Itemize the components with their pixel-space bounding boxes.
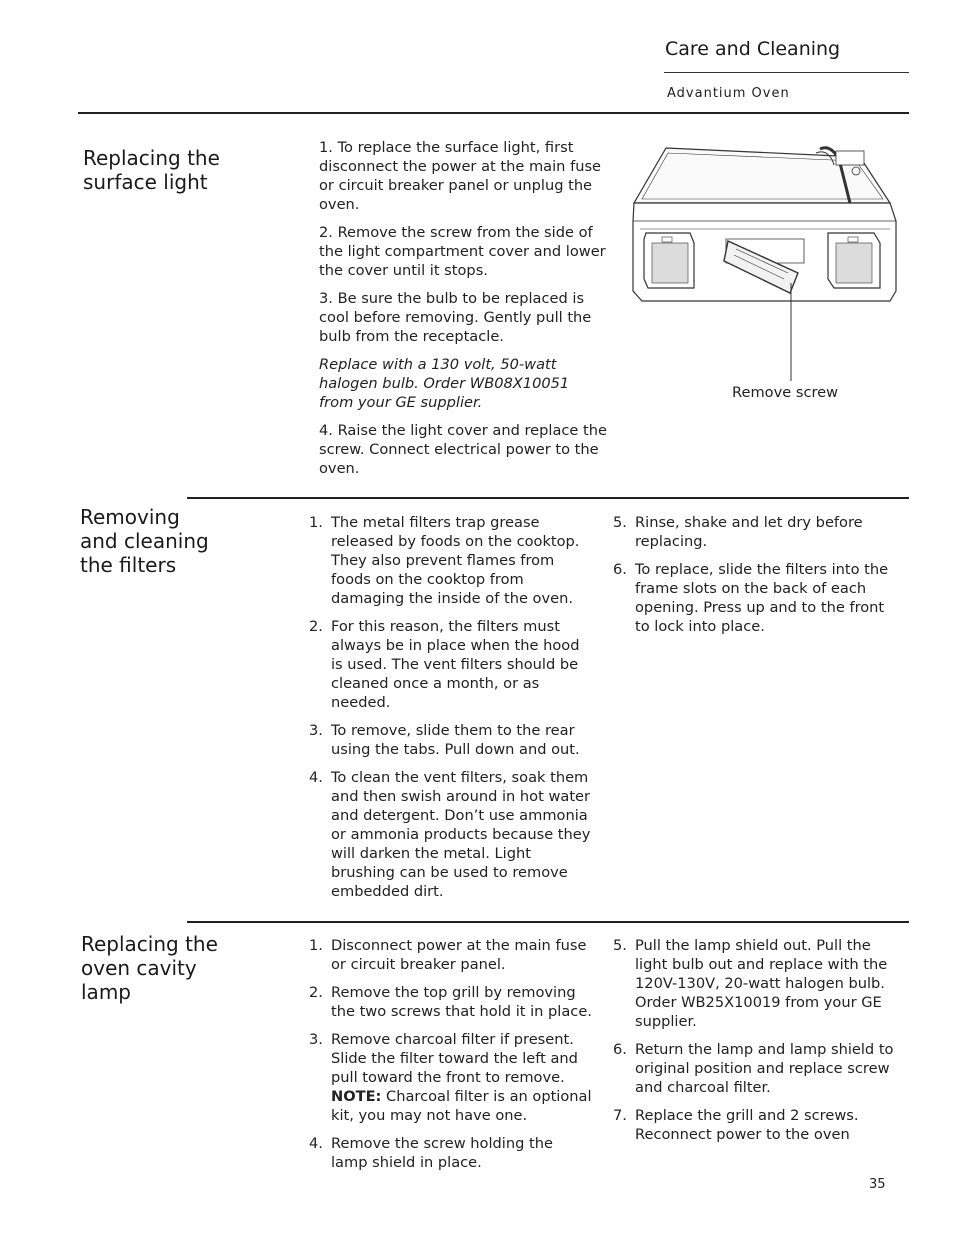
page-number: 35 — [869, 1177, 886, 1192]
list-item: 3. To remove, slide them to the rear using the tabs. Pull down and out. — [309, 722, 580, 758]
section-title-line: oven cavity — [81, 956, 197, 980]
list-item: 4. Remove the screw holding the lamp shield in place. — [309, 1135, 553, 1171]
header-divider — [664, 72, 909, 73]
instruction-paragraph: 1. To replace the surface light, first disconnect the power at the main fuse or circuit breaker panel or unplug the oven. — [319, 139, 602, 213]
page-header-title: Care and Cleaning — [665, 38, 841, 60]
section-title-filters — [80, 505, 209, 577]
list-item: 1. The metal filters trap grease released by foods on the cooktop. They also prevent flames from foods on the cooktop from damaging the inside of the oven. — [309, 514, 580, 607]
section-divider — [187, 921, 909, 923]
filters-steps-left — [309, 513, 594, 910]
list-item: 4. To clean the vent filters, soak them and then swish around in hot water and detergent. Don’t use ammonia or ammonia products because they will darken the metal. Light brushing can be used to remove embedded dirt. — [309, 769, 591, 900]
note-text: Charcoal filter is an optional kit, you may not have one. — [331, 1088, 592, 1124]
cavity-lamp-steps-right — [613, 936, 898, 1153]
section-title-line: Replacing the — [81, 932, 218, 956]
list-item: 2. Remove the top grill by removing the two screws that hold it in place. — [309, 984, 592, 1020]
list-item: 6. Return the lamp and lamp shield to original position and replace screw and charcoal filter. — [613, 1041, 894, 1096]
page-header-subtitle: Advantium Oven — [667, 86, 790, 101]
instruction-paragraph: 2. Remove the screw from the side of the light compartment cover and lower the cover until it stops. — [319, 224, 606, 279]
section-divider — [187, 497, 909, 499]
list-item: 5. Rinse, shake and let dry before replacing. — [613, 514, 863, 550]
list-item: 3. Remove charcoal filter if present. Slide the filter toward the left and pull toward the front to remove. NOTE: Charcoal filter is an optional kit, you may not have one. — [309, 1031, 592, 1124]
section-title-line: surface light — [83, 170, 208, 194]
section-title-line: and cleaning — [80, 529, 209, 553]
section-title-line: lamp — [81, 980, 131, 1004]
section-title-line: Replacing the — [83, 146, 220, 170]
list-item: 1. Disconnect power at the main fuse or circuit breaker panel. — [309, 937, 587, 973]
list-item: 6. To replace, slide the filters into the frame slots on the back of each opening. Press up and to the front to lock into place. — [613, 561, 889, 635]
section-title-cavity-lamp — [81, 932, 218, 1004]
cavity-lamp-steps-left — [309, 936, 594, 1181]
instruction-paragraph: 4. Raise the light cover and replace the screw. Connect electrical power to the oven. — [319, 422, 607, 477]
list-item: 5. Pull the lamp shield out. Pull the light bulb out and replace with the 120V-130V, 20-watt halogen bulb. Order WB25X10019 from your GE supplier. — [613, 937, 888, 1030]
section-title-surface-light — [83, 146, 220, 194]
list-item: 7. Replace the grill and 2 screws. Reconnect power to the oven — [613, 1107, 859, 1143]
instruction-paragraph: 3. Be sure the bulb to be replaced is cool before removing. Gently pull the bulb from the receptacle. — [319, 290, 592, 345]
bulb-replacement-note: Replace with a 130 volt, 50-watt halogen bulb. Order WB08X10051 from your GE supplier. — [319, 356, 570, 411]
filters-steps-right — [613, 513, 898, 645]
oven-underside-illustration — [628, 143, 904, 383]
note-label: NOTE: — [331, 1088, 382, 1105]
section-title-line: Removing — [80, 505, 180, 529]
list-item: 2. For this reason, the filters must always be in place when the hood is used. The vent filters should be cleaned once a month, or as needed. — [309, 618, 580, 711]
header-main-rule — [78, 112, 909, 114]
section-title-line: the filters — [80, 553, 177, 577]
figure-caption-remove-screw: Remove screw — [732, 384, 839, 401]
surface-light-instructions — [319, 138, 607, 487]
